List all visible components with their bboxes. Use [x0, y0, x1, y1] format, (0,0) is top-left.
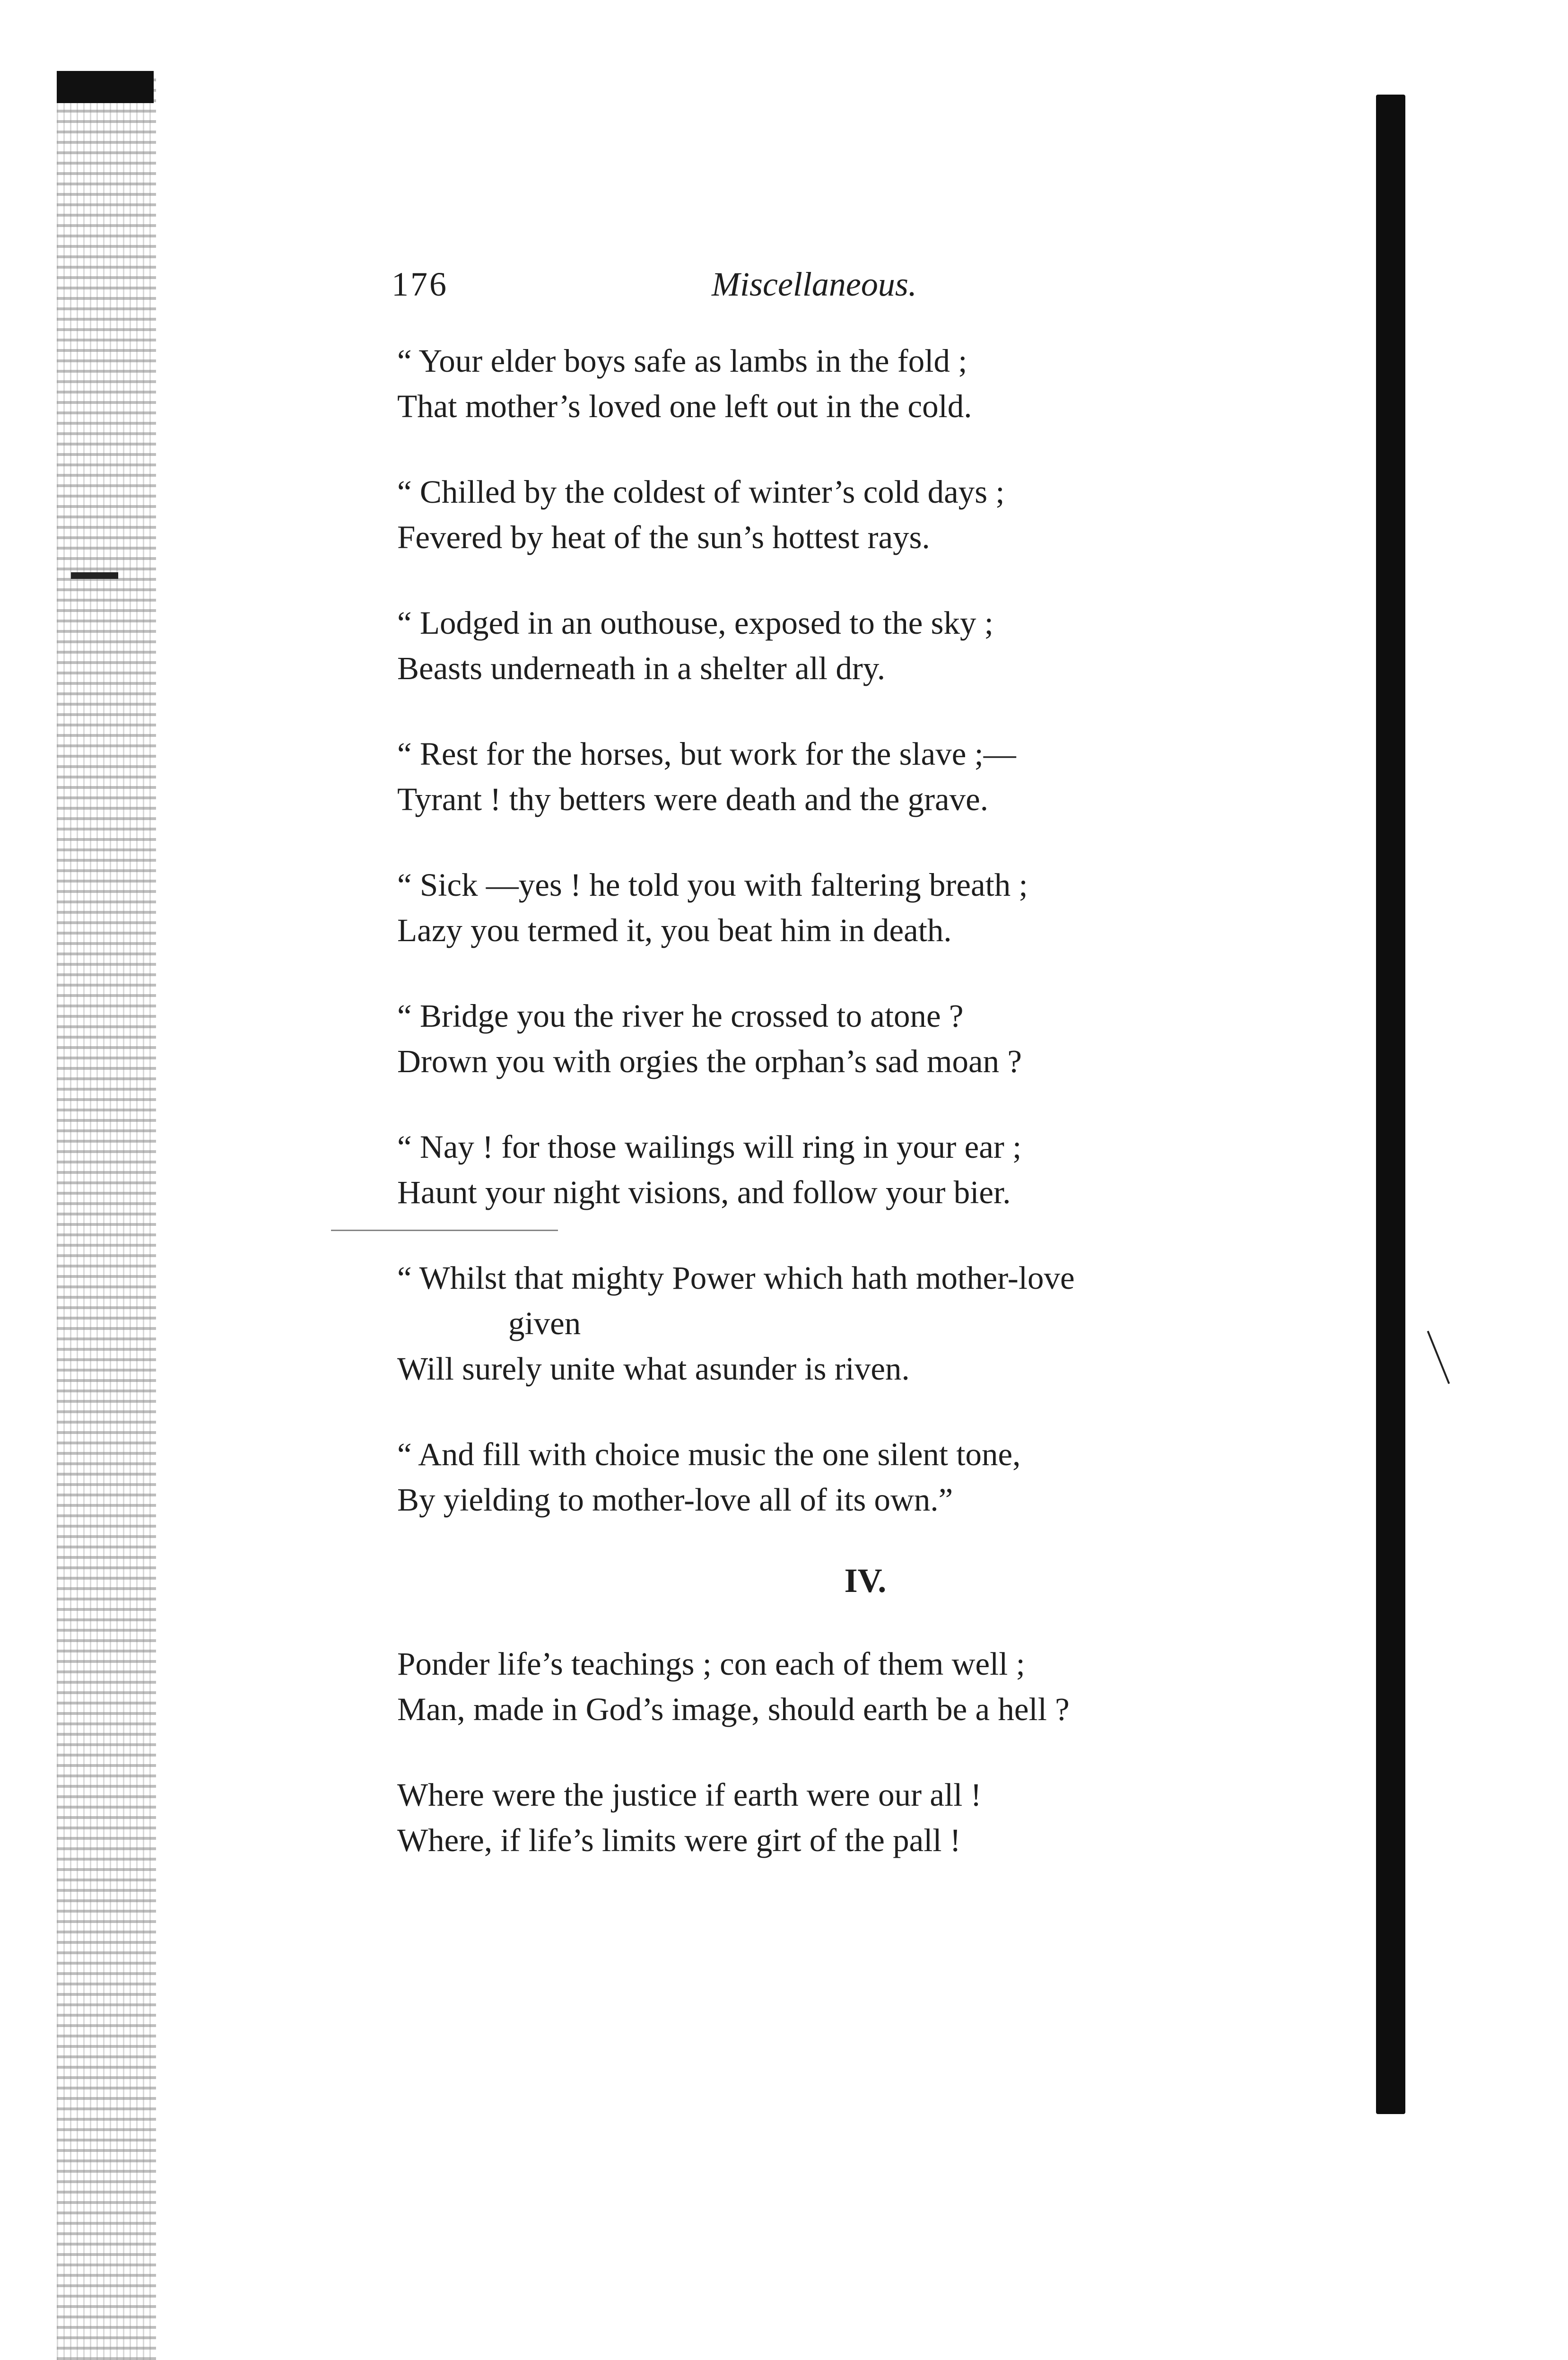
verse-line: Where, if life’s limits were girt of the pall ! [397, 1822, 961, 1858]
stanza [397, 1432, 1296, 1522]
verse-line: Will surely unite what asunder is riven. [397, 1351, 910, 1387]
verse-line: Where were the justice if earth were our all ! [397, 1777, 982, 1813]
verse-line: “ Your elder boys safe as lambs in the fold ; [397, 343, 967, 379]
verse-line: Drown you with orgies the orphan’s sad moan ? [397, 1043, 1022, 1079]
stanza [397, 338, 1296, 429]
verse-line: Ponder life’s teachings ; con each of them well ; [397, 1646, 1025, 1682]
stanza [397, 600, 1296, 691]
verse-line: “ Bridge you the river he crossed to atone ? [397, 998, 964, 1034]
section-heading: IV. [844, 1562, 887, 1600]
stanza [397, 993, 1296, 1084]
running-head: Miscellaneous. [712, 265, 917, 303]
verse-line: “ Sick —yes ! he told you with faltering breath ; [397, 867, 1028, 903]
verse-line: By yielding to mother-love all of its own.” [397, 1482, 953, 1518]
verse-line: “ Whilst that mighty Power which hath mother-love [397, 1260, 1075, 1296]
binding-mark [57, 71, 154, 103]
stanza [397, 1255, 1296, 1391]
verse-line: Haunt your night visions, and follow your bier. [397, 1174, 1011, 1210]
verse-line: Tyrant ! thy betters were death and the grave. [397, 781, 989, 817]
verse-line: Beasts underneath in a shelter all dry. [397, 650, 886, 686]
binding-shadow [57, 71, 156, 2360]
verse-line: That mother’s loved one left out in the cold. [397, 388, 972, 424]
poem-body [397, 338, 1296, 1903]
binding-tick [71, 572, 118, 579]
stanza [397, 862, 1296, 953]
verse-line: Man, made in God’s image, should earth be a hell ? [397, 1691, 1070, 1727]
verse-line-continuation: given [508, 1305, 581, 1341]
scan-edge-bar [1376, 95, 1405, 2114]
verse-line: “ Lodged in an outhouse, exposed to the sky ; [397, 605, 993, 641]
verse-line: “ Chilled by the coldest of winter’s cold days ; [397, 474, 1005, 510]
stanza [397, 1641, 1296, 1732]
stanza [397, 1124, 1296, 1215]
verse-line: Fevered by heat of the sun’s hottest rays. [397, 519, 930, 555]
stanza [397, 731, 1296, 822]
verse-line: “ And fill with choice music the one silent tone, [397, 1436, 1021, 1472]
stanza [397, 469, 1296, 560]
verse-line: “ Rest for the horses, but work for the slave ;— [397, 736, 1016, 772]
verse-line: “ Nay ! for those wailings will ring in your ear ; [397, 1129, 1022, 1165]
verse-line: Lazy you termed it, you beat him in death. [397, 912, 952, 948]
scan-stray-mark [1427, 1331, 1450, 1384]
stanza [397, 1772, 1296, 1863]
page-number: 176 [392, 265, 448, 303]
